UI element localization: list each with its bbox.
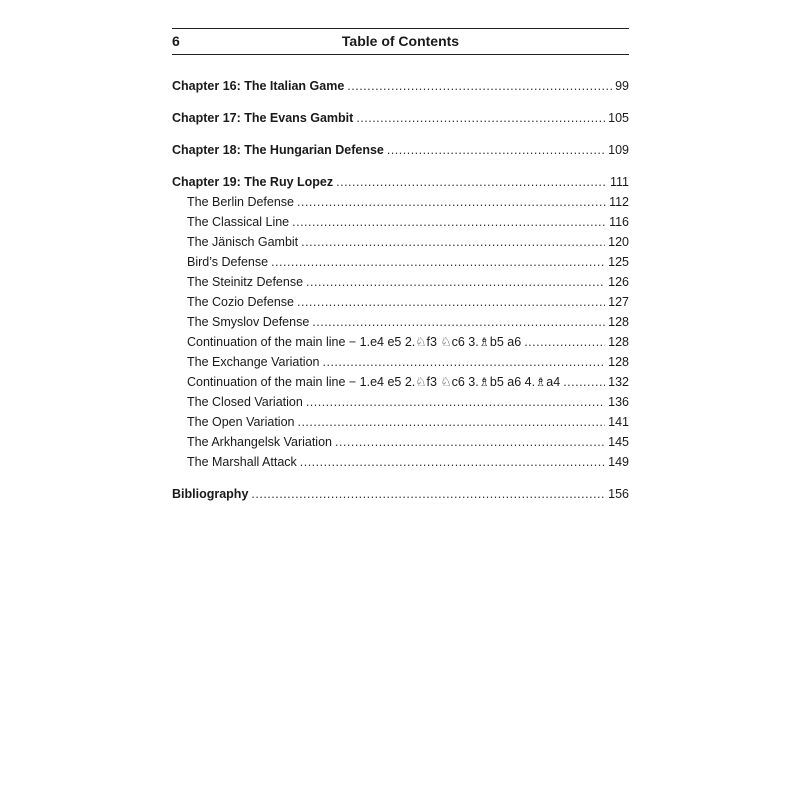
toc-entry-chapter-16[interactable] (172, 76, 629, 96)
dot-leader (335, 432, 605, 452)
toc-entry-section[interactable] (172, 292, 629, 312)
toc-entry-label: The Cozio Defense (187, 295, 295, 309)
toc-entry-label: Bird’s Defense (187, 255, 269, 269)
toc-entry-label: Chapter 19: The Ruy Lopez (172, 175, 334, 189)
toc-entry-label: The Exchange Variation (187, 355, 320, 369)
page-title: Table of Contents (341, 33, 460, 49)
dot-leader (336, 172, 607, 192)
page-number: 6 (172, 33, 180, 49)
toc-entry-section[interactable] (172, 272, 629, 292)
toc-entry-page: 125 (608, 255, 629, 269)
toc-entry-label: Chapter 17: The Evans Gambit (172, 111, 354, 125)
toc-entry-section[interactable] (172, 432, 629, 452)
toc-entry-page: 128 (608, 335, 629, 349)
toc-entry-page: 132 (608, 375, 629, 389)
dot-leader (271, 252, 605, 272)
dot-leader (563, 372, 605, 392)
dot-leader (292, 212, 606, 232)
dot-leader (300, 452, 605, 472)
header-rule-bottom (172, 54, 629, 55)
dot-leader (306, 392, 605, 412)
toc-entry-page: 128 (608, 315, 629, 329)
toc-entry-page: 120 (608, 235, 629, 249)
toc-entry-chapter-19[interactable] (172, 172, 629, 192)
dot-leader (297, 412, 605, 432)
toc-entry-page: 141 (608, 415, 629, 429)
dot-leader (306, 272, 605, 292)
toc-entry-section[interactable] (172, 192, 629, 212)
toc-entry-label: Chapter 18: The Hungarian Defense (172, 143, 384, 157)
toc-entry-bibliography[interactable] (172, 484, 629, 504)
toc-entry-label: The Arkhangelsk Variation (187, 435, 332, 449)
toc-entry-section[interactable] (172, 332, 629, 352)
toc-entry-page: 105 (608, 111, 629, 125)
toc-entry-page: 127 (608, 295, 629, 309)
dot-leader (323, 352, 606, 372)
dot-leader (297, 192, 606, 212)
toc-entry-label: The Classical Line (187, 215, 290, 229)
book-page (172, 28, 629, 504)
dot-leader (347, 76, 612, 96)
toc-entry-section[interactable] (172, 412, 629, 432)
dot-leader (356, 108, 605, 128)
toc-entry-label: Chapter 16: The Italian Game (172, 79, 345, 93)
dot-leader (251, 484, 605, 504)
table-of-contents (172, 76, 629, 504)
toc-entry-label: The Closed Variation (187, 395, 303, 409)
toc-entry-section[interactable] (172, 352, 629, 372)
toc-entry-section[interactable] (172, 452, 629, 472)
toc-entry-page: 156 (608, 487, 629, 501)
toc-entry-page: 145 (608, 435, 629, 449)
header-rule-top (172, 28, 629, 29)
toc-entry-section[interactable] (172, 252, 629, 272)
toc-entry-page: 149 (608, 455, 629, 469)
toc-entry-page: 109 (608, 143, 629, 157)
dot-leader (301, 232, 605, 252)
toc-entry-section[interactable] (172, 312, 629, 332)
toc-entry-page: 99 (615, 79, 629, 93)
toc-entry-page: 126 (608, 275, 629, 289)
toc-entry-label: The Smyslov Defense (187, 315, 310, 329)
toc-entry-chapter-17[interactable] (172, 108, 629, 128)
toc-entry-section[interactable] (172, 392, 629, 412)
toc-entry-page: 128 (608, 355, 629, 369)
toc-entry-label: Continuation of the main line − 1.e4 e5 2.♘f3 ♘c6 3.♗b5 a6 (187, 335, 522, 349)
toc-entry-page: 111 (609, 175, 629, 189)
toc-entry-section[interactable] (172, 232, 629, 252)
toc-entry-page: 136 (608, 395, 629, 409)
toc-entry-label: The Berlin Defense (187, 195, 295, 209)
toc-entry-chapter-18[interactable] (172, 140, 629, 160)
toc-entry-label: The Marshall Attack (187, 455, 297, 469)
toc-entry-page: 112 (609, 195, 629, 209)
toc-entry-label: Bibliography (172, 487, 249, 501)
dot-leader (387, 140, 605, 160)
toc-entry-label: The Jänisch Gambit (187, 235, 299, 249)
toc-entry-label: The Open Variation (187, 415, 295, 429)
toc-entry-page: 116 (609, 215, 629, 229)
toc-entry-section[interactable] (172, 372, 629, 392)
dot-leader (524, 332, 605, 352)
toc-entry-label: Continuation of the main line − 1.e4 e5 2.♘f3 ♘c6 3.♗b5 a6 4.♗a4 (187, 375, 561, 389)
toc-entry-label: The Steinitz Defense (187, 275, 304, 289)
dot-leader (312, 312, 605, 332)
dot-leader (297, 292, 605, 312)
toc-entry-section[interactable] (172, 212, 629, 232)
page-header (172, 32, 629, 54)
